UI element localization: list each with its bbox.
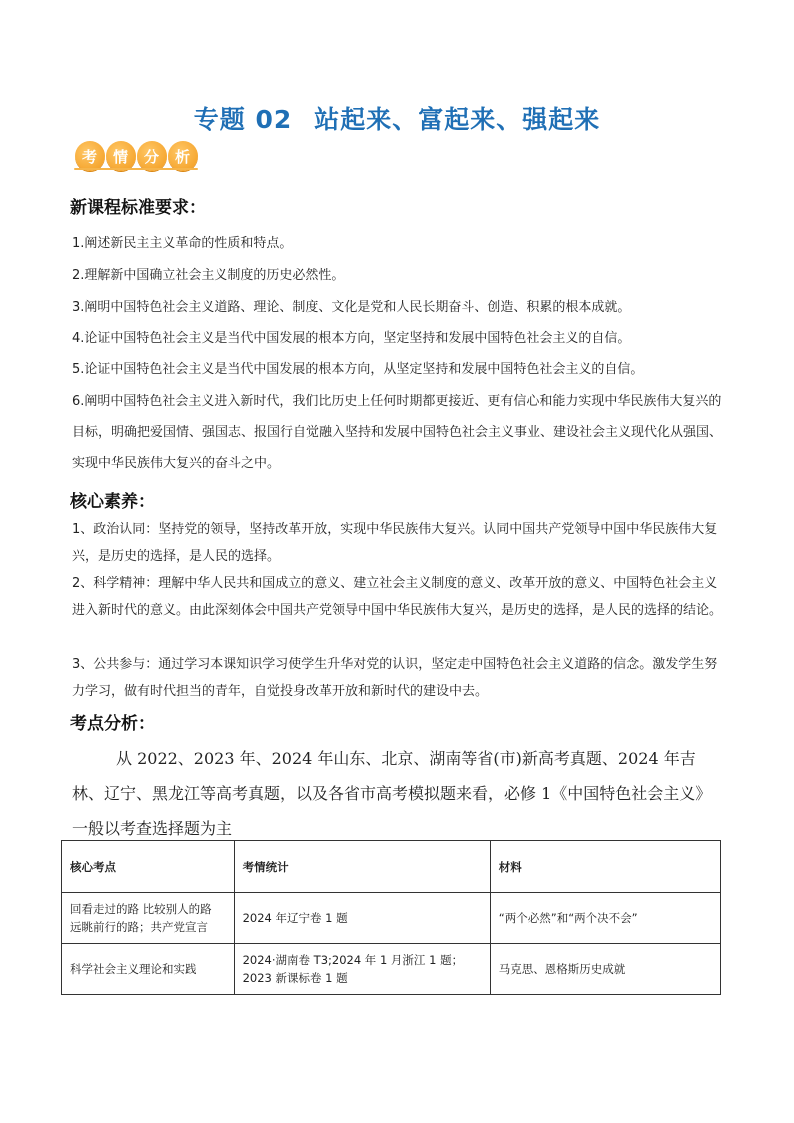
table-cell: 回看走过的路 比较别人的路 远眺前行的路；共产党宣言	[62, 893, 235, 944]
badge-char-3: 分	[137, 141, 167, 171]
literacy-item: 2、科学精神：理解中华人民共和国成立的意义、建立社会主义制度的意义、改革开放的意义、中国特色社会主义进入新时代的意义。由此深刻体会中国共产党领导中国中华民族伟大复兴，是历史的选择，是人民的选择的结论。	[72, 576, 723, 618]
table-header-cell: 考情统计	[234, 841, 490, 893]
table-cell: 马克思、恩格斯历史成就	[490, 944, 720, 995]
title-part-1: 专题 02	[193, 105, 293, 134]
literacy-item: 1、政治认同：坚持党的领导，坚持改革开放，实现中华民族伟大复兴。认同中国共产党领导中国中华民族伟大复兴，是历史的选择，是人民的选择。	[72, 522, 718, 564]
standards-item: 6.阐明中国特色社会主义进入新时代，我们比历史上任何时期都更接近、更有信心和能力实现中华民族伟大复兴的目标，明确把爱国情、强国志、报国行自觉融入坚持和发展中国特色社会主义事业、建设社会主义现代化从强国、实现中华民族伟大复兴的奋斗之中。	[72, 394, 723, 471]
badge-char-4: 析	[168, 141, 198, 171]
table-cell: 2024·湖南卷 T3;2024 年 1 月浙江 1 题；2023 新课标卷 1 题	[234, 944, 490, 995]
standards-item: 3.阐明中国特色社会主义道路、理论、制度、文化是党和人民长期奋斗、创造、积累的根本成就。	[72, 300, 631, 315]
badge-underline	[74, 168, 198, 170]
standards-item: 4.论证中国特色社会主义是当代中国发展的根本方向，坚定坚持和发展中国特色社会主义的自信。	[72, 331, 631, 346]
title-part-2: 站起来、富起来、强起来	[314, 105, 601, 134]
standards-item: 1.阐述新民主主义革命的性质和特点。	[72, 236, 293, 251]
section-heading-standards: 新课程标准要求：	[70, 198, 206, 218]
table-header-cell: 核心考点	[62, 841, 235, 893]
section-heading-literacy: 核心素养：	[70, 492, 155, 512]
exam-points-table	[61, 840, 721, 995]
badge-char-1: 考	[75, 141, 105, 171]
badge-char-2: 情	[106, 141, 136, 171]
table-cell: 科学社会主义理论和实践	[62, 944, 235, 995]
literacy-item: 3、公共参与：通过学习本课知识学习使学生升华对党的认识，坚定走中国特色社会主义道路的信念。激发学生努力学习，做有时代担当的青年，自觉投身改革开放和新时代的建设中去。	[72, 657, 718, 699]
standards-item: 2.理解新中国确立社会主义制度的历史必然性。	[72, 268, 345, 283]
table-row	[62, 893, 721, 944]
standards-item: 5.论证中国特色社会主义是当代中国发展的根本方向，从坚定坚持和发展中国特色社会主义的自信。	[72, 362, 644, 377]
section-heading-analysis: 考点分析：	[70, 714, 155, 734]
table-row	[62, 944, 721, 995]
table-header-row	[62, 841, 721, 893]
table-cell: “两个必然”和“两个决不会”	[490, 893, 720, 944]
table-header-cell: 材料	[490, 841, 720, 893]
table-cell: 2024 年辽宁卷 1 题	[234, 893, 490, 944]
page-title	[0, 100, 794, 136]
analysis-paragraph: 从 2022、2023 年、2024 年山东、北京、湖南等省(市)新高考真题、2024 年吉林、辽宁、黑龙江等高考真题，以及各省市高考模拟题来看，必修 1《中国特色社会主义》一般以考查选择题为主	[72, 749, 712, 838]
